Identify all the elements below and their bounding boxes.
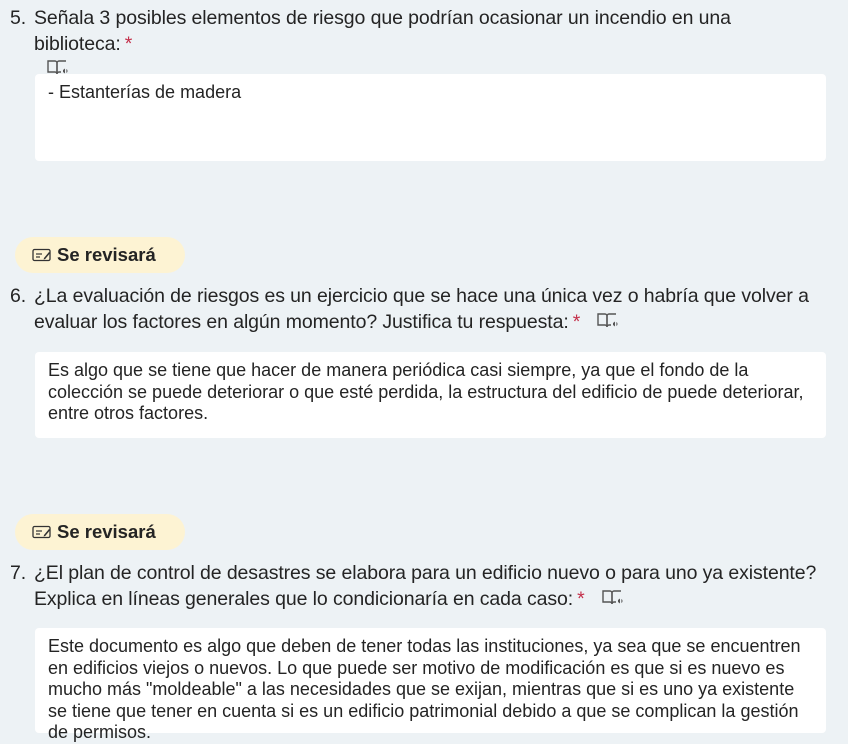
edit-note-icon [32, 525, 52, 539]
required-asterisk: * [572, 311, 581, 333]
question-number: 5. [10, 7, 27, 29]
answer-field[interactable] [35, 74, 826, 161]
required-asterisk: * [124, 33, 133, 55]
question-7-text [10, 560, 824, 612]
question-title: ¿El plan de control de desastres se elabora para un edificio nuevo o para uno ya existente? Explica en líneas generales que lo condicionaría en cada caso: [34, 562, 817, 610]
answer-text: - Estanterías de madera [48, 82, 242, 102]
immersive-reader-icon[interactable] [601, 589, 623, 607]
question-number: 7. [10, 562, 27, 584]
question-5-text [10, 5, 824, 77]
question-number: 6. [10, 285, 27, 307]
answer-text: Este documento es algo que deben de tener todas las instituciones, ya sea que se encuentren en edificios viejos o nuevos. Lo que puede ser motivo de modificación es que si es nuevo es mucho más "moldeable" a las necesidades que se exijan, mientras que si es uno ya existente se tiene que tener en cuenta si es un edificio patrimonial debido a que se complican la gestión de permisos. [48, 636, 801, 742]
review-badge-label: Se revisará [57, 521, 156, 542]
immersive-reader-icon[interactable] [596, 312, 618, 330]
answer-field[interactable] [35, 352, 826, 438]
required-asterisk: * [577, 588, 585, 610]
review-badge [15, 514, 185, 550]
edit-note-icon [32, 248, 52, 262]
answer-text: Es algo que se tiene que hacer de manera periódica casi siempre, ya que el fondo de la colección se puede deteriorar o que esté perdida, la estructura del edificio de puede deteriorar, entre otros factores. [48, 360, 804, 423]
question-title: ¿La evaluación de riesgos es un ejercicio que se hace una única vez o habría que volver a evaluar los factores en algún momento? Justifica tu respuesta: [34, 285, 809, 333]
question-title: Señala 3 posibles elementos de riesgo que podrían ocasionar un incendio en una biblioteca: [34, 7, 731, 55]
review-badge-label: Se revisará [57, 244, 156, 265]
answer-field[interactable] [35, 628, 826, 742]
question-6-text [10, 283, 824, 335]
review-badge [15, 237, 185, 273]
